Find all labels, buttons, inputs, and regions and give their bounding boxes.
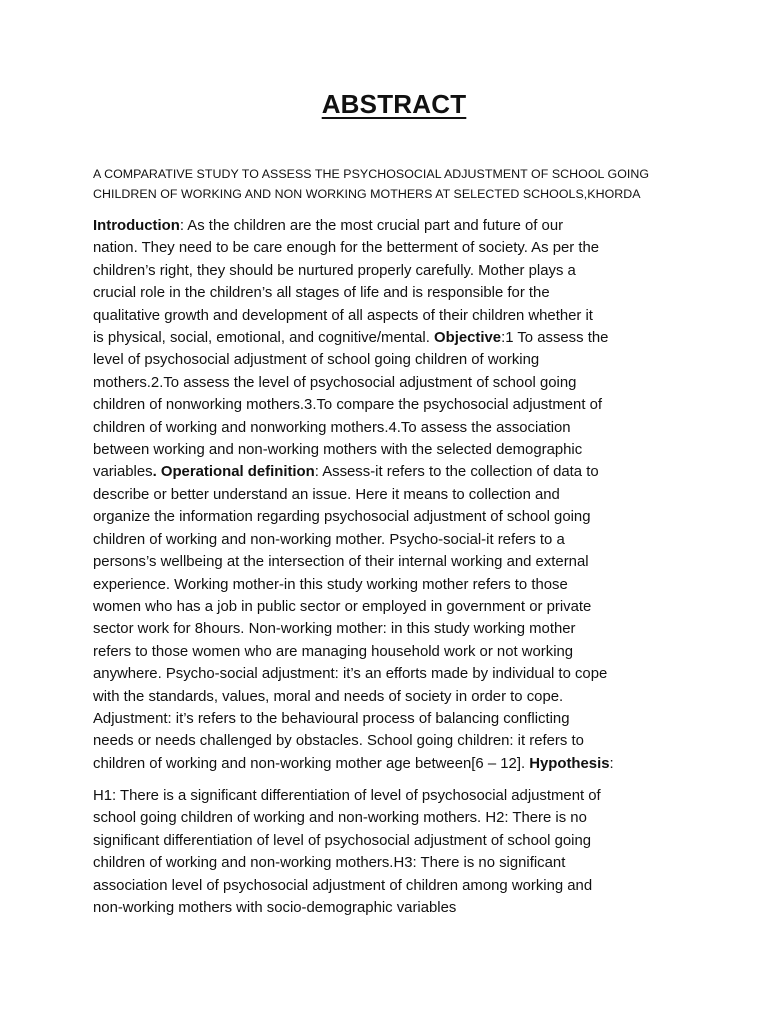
abstract-line: crucial role in the children’s all stages of life and is responsible for the (93, 285, 550, 302)
abstract-text: is physical, social, emotional, and cognitive/mental. (93, 330, 435, 347)
hypothesis-paragraph (93, 785, 683, 919)
abstract-line (93, 753, 683, 775)
abstract-text: :1 To assess the (501, 330, 609, 347)
abstract-line (93, 215, 683, 237)
abstract-text: variables (93, 464, 153, 481)
abstract-line: with the standards, values, moral and needs of society in order to cope. (93, 688, 564, 705)
abstract-text: children of working and non-working mother age between[6 – 12]. (93, 755, 530, 772)
document-heading: ABSTRACT (321, 89, 467, 119)
abstract-line: children’s right, they should be nurtured properly carefully. Mother plays a (93, 262, 576, 279)
abstract-text: : As the children are the most crucial part and future of our (179, 218, 564, 234)
abstract-line (93, 461, 683, 483)
abstract-line: level of psychosocial adjustment of school going children of working (93, 352, 540, 369)
abstract-line: nation. They need to be care enough for the betterment of society. As per the (93, 240, 600, 257)
hypothesis-line: children of working and non-working mothers.H3: There is no significant (93, 855, 566, 872)
hypothesis-label: Hypothesis (529, 755, 610, 772)
hypothesis-line: association level of psychosocial adjustment of children among working and (93, 877, 593, 894)
abstract-line: women who has a job in public sector or employed in government or private (93, 598, 592, 615)
abstract-line: qualitative growth and development of all aspects of their children whether it (93, 307, 593, 324)
abstract-line: persons’s wellbeing at the intersection of their internal working and external (93, 554, 589, 571)
study-title (93, 164, 693, 204)
abstract-line: describe or better understand an issue. Here it means to collection and (93, 486, 560, 503)
abstract-line: Adjustment: it’s refers to the behavioural process of balancing conflicting (93, 710, 570, 727)
hypothesis-line: significant differentiation of level of psychosocial adjustment of school going (93, 832, 592, 849)
abstract-line: children of working and nonworking mothers.4.To assess the association (93, 419, 571, 436)
abstract-line: mothers.2.To assess the level of psychosocial adjustment of school going (93, 374, 577, 391)
abstract-line: organize the information regarding psychosocial adjustment of school going (93, 509, 591, 526)
abstract-line: anywhere. Psycho-social adjustment: it’s an efforts made by individual to cope (93, 666, 608, 683)
abstract-line: sector work for 8hours. Non-working mother: in this study working mother (93, 621, 576, 638)
abstract-line (93, 327, 683, 349)
abstract-line: experience. Working mother-in this study working mother refers to those (93, 576, 568, 593)
abstract-text: : Assess-it refers to the collection of data to (314, 464, 599, 481)
abstract-line: refers to those women who are managing household work or not working (93, 643, 574, 660)
hypothesis-line: H1: There is a significant differentiation of level of psychosocial adjustment of (93, 788, 601, 804)
abstract-line: between working and non-working mothers with the selected demographic (93, 442, 583, 459)
introduction-label: Introduction (93, 218, 180, 234)
operational-definition-label: . Operational definition (152, 464, 315, 481)
abstract-line: children of nonworking mothers.3.To compare the psychosocial adjustment of (93, 397, 603, 414)
abstract-line: needs or needs challenged by obstacles. School going children: it refers to (93, 733, 584, 750)
study-title-line: CHILDREN OF WORKING AND NON WORKING MOTHERS AT SELECTED SCHOOLS,KHORDA (93, 187, 641, 201)
hypothesis-line: non-working mothers with socio-demographic variables (93, 900, 457, 917)
hypothesis-line: school going children of working and non-working mothers. H2: There is no (93, 810, 587, 827)
study-title-line: A COMPARATIVE STUDY TO ASSESS THE PSYCHOSOCIAL ADJUSTMENT OF SCHOOL GOING (93, 167, 650, 181)
abstract-text: : (609, 755, 614, 772)
objective-label: Objective (434, 330, 502, 347)
abstract-line: children of working and non-working mother. Psycho-social-it refers to a (93, 531, 565, 548)
abstract-paragraph (93, 215, 683, 775)
